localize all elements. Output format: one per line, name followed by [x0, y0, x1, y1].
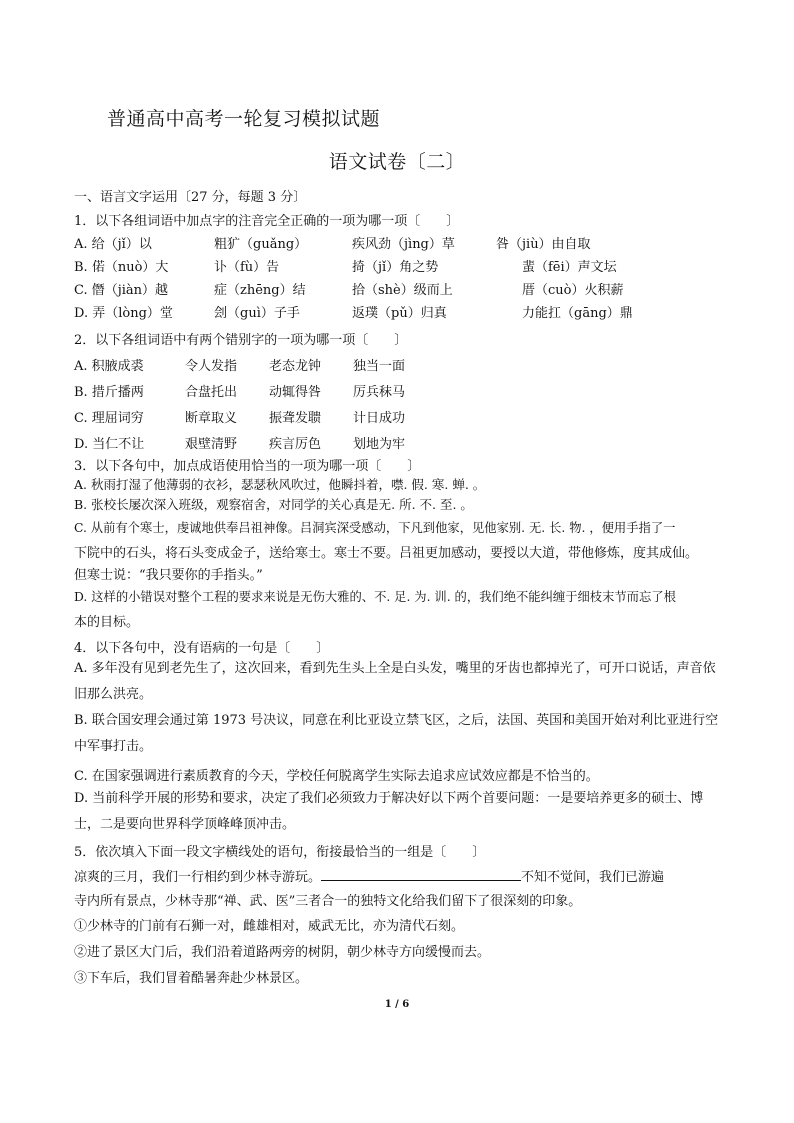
q1-option-d-2: 刽（guì）子手: [214, 306, 300, 321]
q2-option-a-3: 老态龙钟: [269, 359, 322, 374]
q3-option-c-line-1: C. 从前有个寒士，虔诚地供奉吕祖神像。吕洞宾深受感动，下凡到他家，见他家别. 无. 长. 物. ，便用手指了一: [74, 521, 676, 535]
q2-option-c-4: 计日成功: [353, 411, 406, 426]
q5-passage-line-1: [74, 866, 664, 885]
q2-option-d-4: 划地为牢: [353, 437, 406, 452]
q2-option-c-3: 振聋发聩: [269, 411, 322, 426]
q2-option-a-1: A. 积腋成裘: [74, 359, 144, 374]
q4-option-d: D. 当前科学开展的形势和要求，决定了我们必须致力于解决好以下两个首要问题：一是要培养更多的硕士、博士，二是要向世界科学顶峰峰顶冲击。: [74, 791, 704, 832]
q4-option-a: A. 多年没有见到老先生了，这次回来，看到先生头上全是白头发，嘴里的牙齿也都掉光了，可开口说话，声音依旧那么洪亮。: [74, 661, 716, 702]
q2-option-a-4: 独当一面: [353, 359, 406, 374]
q1-option-c-4: 厝（cuò）火积薪: [522, 283, 624, 298]
q5-passage-before-blank: 凉爽的三月，我们一行相约到少林寺游玩。: [74, 870, 322, 885]
question-2-stem: 2．以下各组词语中有两个错别字的一项为哪一项〔 〕: [74, 333, 408, 348]
q2-option-b-1: B. 措斤播两: [74, 385, 144, 400]
q2-option-b-2: 合盘托出: [185, 385, 238, 400]
q1-option-c-2: 症（zhēng）结: [214, 283, 306, 298]
q2-option-c-1: C. 理屈词穷: [74, 411, 144, 426]
q1-option-b-2: 讣（fù）告: [214, 260, 280, 275]
q5-item-2: ②进了景区大门后，我们沿着道路两旁的树阴，朝少林寺方向缓慢而去。: [74, 945, 491, 960]
q4-option-b: B. 联合国安理会通过第 1973 号决议，同意在利比亚设立禁飞区，之后，法国、英国和美国开始对利比亚进行空中军事打击。: [74, 713, 719, 754]
exam-subtitle: 语文试卷〔二〕: [328, 151, 466, 173]
question-5-stem: 5．依次填入下面一段文字横线处的语句，衔接最恰当的一组是〔 〕: [74, 845, 486, 860]
q1-option-d-1: D. 弄（lòng）堂: [74, 306, 173, 321]
q2-option-b-4: 厉兵秣马: [353, 385, 406, 400]
q2-option-b-3: 动辄得咎: [269, 385, 322, 400]
section-heading: 一、语言文字运用〔27 分，每题 3 分〕: [74, 190, 307, 205]
q1-option-a-1: A. 给（jǐ）以: [74, 237, 152, 252]
q1-option-c-1: C. 僭（jiàn）越: [74, 283, 169, 298]
q1-option-d-3: 返璞（pǔ）归真: [352, 306, 447, 321]
q5-item-1: ①少林寺的门前有石狮一对，雌雄相对，威武无比，亦为清代石刻。: [74, 919, 465, 934]
q3-option-d-line-2: 本的目标。: [74, 615, 140, 630]
question-4-stem: 4．以下各句中，没有语病的一句是〔 〕: [74, 641, 330, 656]
q1-option-d-4: 力能扛（gāng）鼎: [522, 306, 633, 321]
q5-item-3: ③下车后，我们冒着酷暑奔赴少林景区。: [74, 971, 309, 986]
q5-passage-after-blank: 不知不觉间，我们已游遍: [521, 870, 665, 885]
q3-option-c-line-3: 但寒士说：“我只要你的手指头。”: [74, 568, 263, 583]
answer-blank: [321, 868, 521, 881]
q3-option-d-line-1: D. 这样的小错误对整个工程的要求来说是无伤大雅的、不. 足. 为. 训. 的，我们绝不能纠缠于细枝末节而忘了根: [74, 590, 676, 604]
q2-option-d-2: 艰壁清野: [185, 437, 238, 452]
q1-option-b-4: 蜚（fēi）声文坛: [522, 260, 617, 275]
q2-option-d-3: 疾言厉色: [269, 437, 322, 452]
question-3-stem: 3．以下各句中，加点成语使用恰当的一项为哪一项〔 〕: [74, 459, 421, 474]
q4-option-c: C. 在国家强调进行素质教育的今天，学校任何脱离学生实际去追求应试效应都是不恰当的。: [74, 769, 599, 784]
q5-passage-line-2: 寺内所有景点，少林寺那“禅、武、医”三者合一的独特文化给我们留下了很深刻的印象。: [74, 894, 582, 909]
q1-option-b-1: B. 偌（nuò）大: [74, 260, 169, 275]
q3-option-c-line-2: 下院中的石头，将石头变成金子，送给寒士。寒士不要。吕祖更加感动，要授以大道，带他修炼，度其成仙。: [74, 546, 699, 561]
q3-option-a: A. 秋雨打湿了他薄弱的衣衫，瑟瑟秋风吹过，他瞬抖着，噤. 假. 寒. 蝉. 。: [74, 477, 486, 492]
page-number: 1 / 6: [384, 999, 410, 1010]
q2-option-a-2: 令人发指: [185, 359, 238, 374]
q2-option-d-1: D. 当仁不让: [74, 437, 145, 452]
q2-option-c-2: 断章取义: [185, 411, 238, 426]
q3-option-b: B. 张校长屡次深入班级，观察宿舍，对同学的关心真是无. 所. 不. 至. 。: [74, 497, 473, 512]
q1-option-c-3: 拾（shè）级而上: [352, 283, 453, 298]
q1-option-b-3: 掎（jǐ）角之势: [352, 260, 439, 275]
question-1-stem: 1．以下各组词语中加点字的注音完全正确的一项为哪一项〔 〕: [74, 214, 460, 229]
exam-title: 普通高中高考一轮复习模拟试题: [107, 108, 381, 130]
q1-option-a-2: 粗犷（guǎng）: [214, 237, 308, 252]
q1-option-a-4: 咎（jiù）由自取: [496, 237, 591, 252]
q1-option-a-3: 疾风劲（jìng）草: [352, 237, 455, 252]
